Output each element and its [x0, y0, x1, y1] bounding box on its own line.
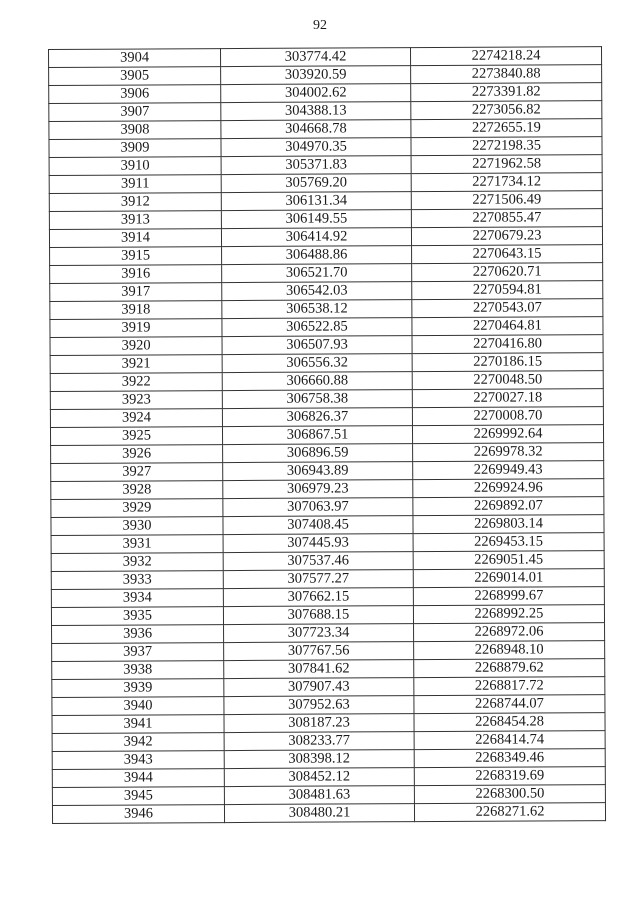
x-coordinate-cell: 308481.63	[224, 786, 414, 805]
table-row	[50, 407, 603, 428]
point-number-cell: 3909	[49, 139, 221, 158]
point-number-cell: 3905	[49, 67, 221, 86]
table-row	[49, 65, 602, 86]
y-coordinate-cell: 2271962.58	[411, 155, 602, 174]
y-coordinate-cell: 2269992.64	[412, 425, 603, 444]
table-row	[51, 479, 604, 500]
table-row	[51, 587, 604, 608]
point-number-cell: 3908	[49, 121, 221, 140]
table-row	[50, 425, 603, 446]
x-coordinate-cell: 306522.85	[222, 318, 412, 337]
y-coordinate-cell: 2270543.07	[412, 299, 603, 318]
y-coordinate-cell: 2268879.62	[414, 659, 605, 678]
y-coordinate-cell: 2269924.96	[413, 479, 604, 498]
coordinate-table-body	[49, 47, 606, 824]
point-number-cell: 3941	[52, 715, 224, 734]
y-coordinate-cell: 2268271.62	[414, 803, 605, 822]
x-coordinate-cell: 304002.62	[221, 84, 411, 103]
y-coordinate-cell: 2271506.49	[411, 191, 602, 210]
table-row	[50, 389, 603, 410]
point-number-cell: 3933	[51, 571, 223, 590]
y-coordinate-cell: 2268948.10	[414, 641, 605, 660]
x-coordinate-cell: 307688.15	[223, 606, 413, 625]
point-number-cell: 3929	[51, 499, 223, 518]
x-coordinate-cell: 306660.88	[222, 372, 412, 391]
y-coordinate-cell: 2270416.80	[412, 335, 603, 354]
x-coordinate-cell: 308233.77	[224, 732, 414, 751]
x-coordinate-cell: 307907.43	[224, 678, 414, 697]
coordinate-table	[48, 46, 606, 824]
x-coordinate-cell: 303774.42	[221, 48, 411, 67]
point-number-cell: 3904	[49, 49, 221, 68]
table-row	[49, 119, 602, 140]
y-coordinate-cell: 2268300.50	[414, 785, 605, 804]
table-row	[52, 677, 605, 698]
x-coordinate-cell: 306507.93	[222, 336, 412, 355]
point-number-cell: 3942	[52, 733, 224, 752]
table-row	[51, 533, 604, 554]
table-row	[50, 371, 603, 392]
x-coordinate-cell: 307063.97	[223, 498, 413, 517]
table-row	[49, 101, 602, 122]
point-number-cell: 3910	[49, 157, 221, 176]
y-coordinate-cell: 2268744.07	[414, 695, 605, 714]
y-coordinate-cell: 2268414.74	[414, 731, 605, 750]
y-coordinate-cell: 2270679.23	[411, 227, 602, 246]
table-row	[52, 731, 605, 752]
x-coordinate-cell: 307662.15	[223, 588, 413, 607]
point-number-cell: 3914	[49, 229, 221, 248]
y-coordinate-cell: 2272655.19	[411, 119, 602, 138]
point-number-cell: 3926	[51, 445, 223, 464]
y-coordinate-cell: 2268454.28	[414, 713, 605, 732]
point-number-cell: 3906	[49, 85, 221, 104]
point-number-cell: 3932	[51, 553, 223, 572]
point-number-cell: 3918	[50, 301, 222, 320]
point-number-cell: 3913	[49, 211, 221, 230]
x-coordinate-cell: 304668.78	[221, 120, 411, 139]
y-coordinate-cell: 2269453.15	[413, 533, 604, 552]
table-row	[52, 713, 605, 734]
x-coordinate-cell: 306826.37	[222, 408, 412, 427]
y-coordinate-cell: 2269892.07	[413, 497, 604, 516]
x-coordinate-cell: 306758.38	[222, 390, 412, 409]
table-row	[52, 659, 605, 680]
point-number-cell: 3915	[50, 247, 222, 266]
table-row	[49, 155, 602, 176]
y-coordinate-cell: 2268817.72	[414, 677, 605, 696]
x-coordinate-cell: 307841.62	[224, 660, 414, 679]
point-number-cell: 3919	[50, 319, 222, 338]
y-coordinate-cell: 2268319.69	[414, 767, 605, 786]
point-number-cell: 3921	[50, 355, 222, 374]
table-row	[50, 281, 603, 302]
x-coordinate-cell: 306867.51	[222, 426, 412, 445]
y-coordinate-cell: 2270027.18	[412, 389, 603, 408]
x-coordinate-cell: 303920.59	[221, 66, 411, 85]
y-coordinate-cell: 2269978.32	[413, 443, 604, 462]
x-coordinate-cell: 306538.12	[222, 300, 412, 319]
x-coordinate-cell: 307767.56	[224, 642, 414, 661]
table-row	[52, 767, 605, 788]
x-coordinate-cell: 308452.12	[224, 768, 414, 787]
point-number-cell: 3940	[52, 697, 224, 716]
y-coordinate-cell: 2268992.25	[413, 605, 604, 624]
point-number-cell: 3912	[49, 193, 221, 212]
y-coordinate-cell: 2268349.46	[414, 749, 605, 768]
x-coordinate-cell: 306131.34	[221, 192, 411, 211]
table-row	[51, 461, 604, 482]
x-coordinate-cell: 306896.59	[223, 444, 413, 463]
point-number-cell: 3937	[52, 643, 224, 662]
x-coordinate-cell: 308480.21	[224, 804, 414, 823]
table-row	[49, 209, 602, 230]
table-row	[49, 137, 602, 158]
table-row	[49, 47, 602, 68]
table-row	[51, 443, 604, 464]
point-number-cell: 3936	[52, 625, 224, 644]
x-coordinate-cell: 308187.23	[224, 714, 414, 733]
x-coordinate-cell: 307408.45	[223, 516, 413, 535]
x-coordinate-cell: 306414.92	[221, 228, 411, 247]
point-number-cell: 3924	[50, 409, 222, 428]
x-coordinate-cell: 307577.27	[223, 570, 413, 589]
table-row	[50, 263, 603, 284]
table-row	[52, 695, 605, 716]
point-number-cell: 3945	[52, 787, 224, 806]
x-coordinate-cell: 304388.13	[221, 102, 411, 121]
y-coordinate-cell: 2269051.45	[413, 551, 604, 570]
y-coordinate-cell: 2270594.81	[412, 281, 603, 300]
y-coordinate-cell: 2273391.82	[411, 83, 602, 102]
y-coordinate-cell: 2268972.06	[414, 623, 605, 642]
y-coordinate-cell: 2270855.47	[411, 209, 602, 228]
table-row	[50, 353, 603, 374]
point-number-cell: 3911	[49, 175, 221, 194]
table-row	[50, 299, 603, 320]
y-coordinate-cell: 2269014.01	[413, 569, 604, 588]
y-coordinate-cell: 2273056.82	[411, 101, 602, 120]
point-number-cell: 3943	[52, 751, 224, 770]
table-row	[51, 569, 604, 590]
x-coordinate-cell: 307723.34	[224, 624, 414, 643]
point-number-cell: 3922	[50, 373, 222, 392]
table-row	[50, 335, 603, 356]
table-row	[51, 515, 604, 536]
table-row	[49, 227, 602, 248]
x-coordinate-cell: 307537.46	[223, 552, 413, 571]
y-coordinate-cell: 2274218.24	[410, 47, 601, 66]
x-coordinate-cell: 306521.70	[222, 264, 412, 283]
table-row	[49, 83, 602, 104]
x-coordinate-cell: 306542.03	[222, 282, 412, 301]
y-coordinate-cell: 2269949.43	[413, 461, 604, 480]
x-coordinate-cell: 306556.32	[222, 354, 412, 373]
y-coordinate-cell: 2270186.15	[412, 353, 603, 372]
point-number-cell: 3938	[52, 661, 224, 680]
point-number-cell: 3916	[50, 265, 222, 284]
y-coordinate-cell: 2270620.71	[412, 263, 603, 282]
point-number-cell: 3927	[51, 463, 223, 482]
table-row	[51, 551, 604, 572]
y-coordinate-cell: 2273840.88	[411, 65, 602, 84]
point-number-cell: 3925	[50, 427, 222, 446]
table-row	[52, 749, 605, 770]
point-number-cell: 3931	[51, 535, 223, 554]
table-row	[52, 803, 605, 824]
x-coordinate-cell: 306943.89	[223, 462, 413, 481]
x-coordinate-cell: 306149.55	[221, 210, 411, 229]
point-number-cell: 3946	[52, 805, 224, 824]
x-coordinate-cell: 305769.20	[221, 174, 411, 193]
y-coordinate-cell: 2270464.81	[412, 317, 603, 336]
y-coordinate-cell: 2270008.70	[412, 407, 603, 426]
point-number-cell: 3928	[51, 481, 223, 500]
x-coordinate-cell: 308398.12	[224, 750, 414, 769]
point-number-cell: 3935	[51, 607, 223, 626]
table-row	[52, 641, 605, 662]
y-coordinate-cell: 2269803.14	[413, 515, 604, 534]
table-row	[51, 497, 604, 518]
point-number-cell: 3907	[49, 103, 221, 122]
table-row	[50, 317, 603, 338]
y-coordinate-cell: 2271734.12	[411, 173, 602, 192]
point-number-cell: 3917	[50, 283, 222, 302]
x-coordinate-cell: 307952.63	[224, 696, 414, 715]
y-coordinate-cell: 2272198.35	[411, 137, 602, 156]
table-row	[50, 245, 603, 266]
x-coordinate-cell: 306488.86	[222, 246, 412, 265]
table-row	[52, 623, 605, 644]
x-coordinate-cell: 307445.93	[223, 534, 413, 553]
point-number-cell: 3939	[52, 679, 224, 698]
table-row	[51, 605, 604, 626]
y-coordinate-cell: 2270048.50	[412, 371, 603, 390]
table-row	[49, 191, 602, 212]
y-coordinate-cell: 2270643.15	[412, 245, 603, 264]
point-number-cell: 3923	[50, 391, 222, 410]
x-coordinate-cell: 304970.35	[221, 138, 411, 157]
point-number-cell: 3944	[52, 769, 224, 788]
point-number-cell: 3930	[51, 517, 223, 536]
point-number-cell: 3934	[51, 589, 223, 608]
x-coordinate-cell: 306979.23	[223, 480, 413, 499]
page-number: 92	[313, 18, 327, 33]
point-number-cell: 3920	[50, 337, 222, 356]
x-coordinate-cell: 305371.83	[221, 156, 411, 175]
table-row	[52, 785, 605, 806]
table-row	[49, 173, 602, 194]
y-coordinate-cell: 2268999.67	[413, 587, 604, 606]
